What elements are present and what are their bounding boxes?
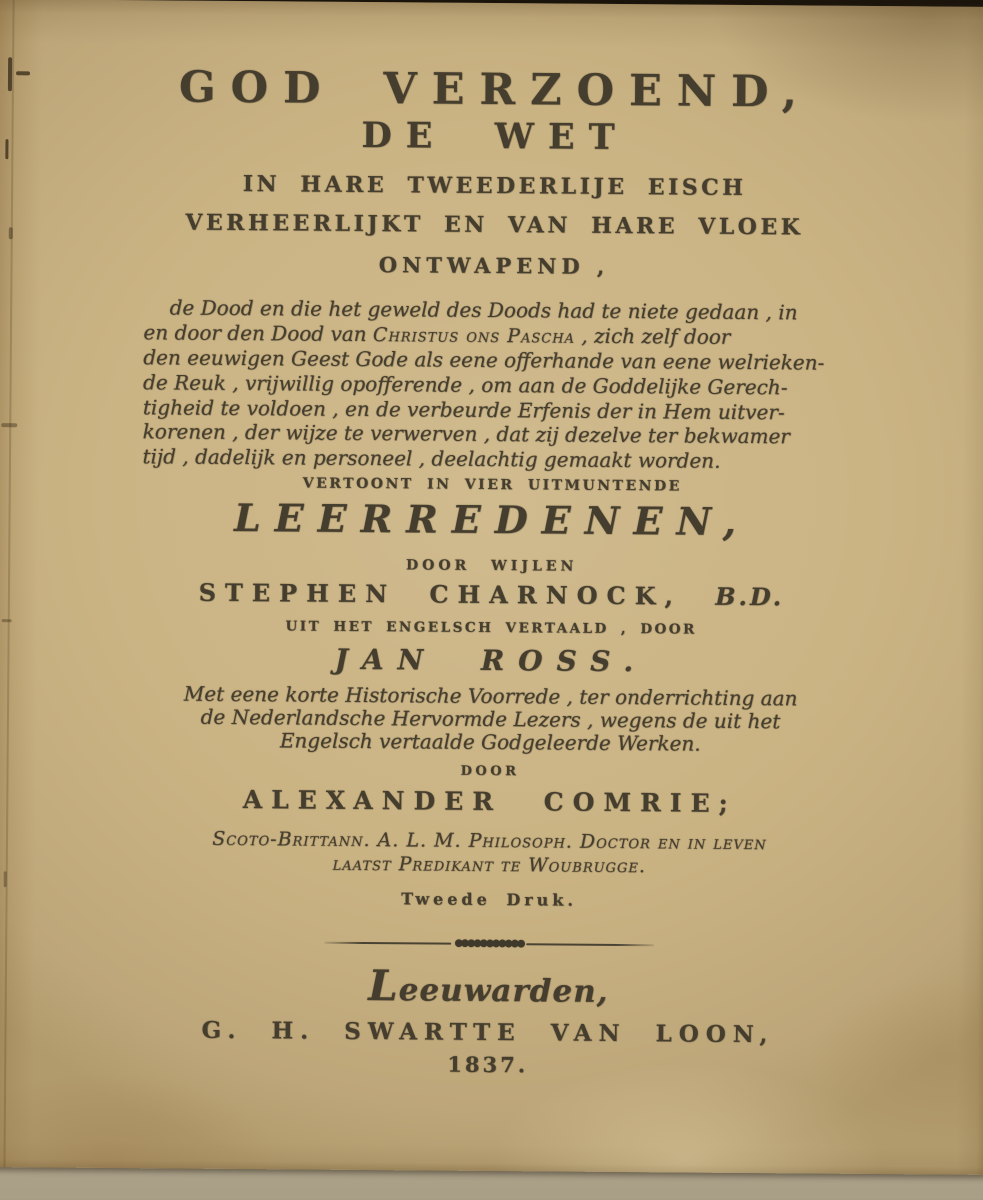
summary-paragraph bbox=[142, 296, 843, 475]
summary-line: de Dood en die het geweld des Doods had te niete gedaan , in bbox=[169, 295, 798, 325]
subtitle-line-3: ONTWAPEND , bbox=[378, 252, 610, 280]
by-label: DOOR bbox=[460, 764, 520, 780]
ornament-rule-left bbox=[324, 942, 452, 945]
binding-mark bbox=[1, 423, 17, 427]
summary-text: en door den Dood van bbox=[143, 320, 374, 346]
translation-note: UIT HET ENGELSCH VERTAALD , DOOR bbox=[285, 618, 697, 639]
main-title-line-2: DE WET bbox=[361, 115, 629, 159]
imprint-city bbox=[69, 961, 908, 1013]
edition-label: Tweede Druk. bbox=[401, 889, 578, 911]
title-page-content bbox=[68, 0, 915, 1081]
preface-note-line: Met eene korte Historische Voorrede , ter onderrichting aan bbox=[183, 682, 798, 711]
binding-mark bbox=[8, 57, 12, 91]
binding-mark bbox=[16, 71, 30, 75]
christus-ons-pascha-smallcaps: Christus ons Pascha bbox=[372, 323, 576, 348]
ornament-chain-icon: ●●●●●●●●●●● bbox=[454, 938, 523, 950]
preface-note-line: de Nederlandsche Hervormde Lezers , wegens de uit het bbox=[200, 705, 781, 734]
imprint-city-initial: L bbox=[367, 961, 399, 1011]
subtitle-line-1: IN HARE TWEEDERLIJE EISCH bbox=[242, 171, 747, 202]
editor-credentials bbox=[70, 826, 909, 881]
editor-credentials-line: Scoto-Brittann. A. L. M. Philosoph. Doctor en in leven bbox=[212, 828, 767, 855]
main-title-line-1: GOD VERZOEND, bbox=[178, 62, 813, 118]
summary-line: den eeuwigen Geest Gode als eene offerhande van eene welrieken- bbox=[143, 345, 825, 376]
preface-note bbox=[71, 682, 911, 758]
ornament-rule-right bbox=[526, 944, 654, 947]
author-degree: B.D. bbox=[715, 582, 785, 612]
binding-mark bbox=[5, 139, 8, 159]
preface-note-line: Engelsch vertaalde Godgeleerde Werken. bbox=[279, 728, 701, 757]
work-type-title: LEERREDENEN, bbox=[233, 495, 751, 545]
subtitle-line-2: VERHEERLIJKT EN VAN HARE VLOEK bbox=[185, 209, 804, 241]
publisher-name: G. H. SWARTTE VAN LOON, bbox=[201, 1017, 775, 1049]
shown-in-label: VERTOONT IN VIER UITMUNTENDE bbox=[302, 475, 682, 495]
by-late-label: DOOR WIJLEN bbox=[405, 557, 578, 576]
editor-credentials-line: laatst Predikant te Woubrugge. bbox=[332, 853, 646, 878]
summary-text: , zich zelf door bbox=[574, 323, 731, 349]
summary-line: tigheid te voldoen , en de verbeurde Erfenis der in Hem uitver- bbox=[142, 394, 785, 424]
editor-name: ALEXANDER COMRIE; bbox=[242, 785, 737, 819]
publication-year: 1837. bbox=[447, 1052, 529, 1078]
translator-name: JAN ROSS. bbox=[334, 643, 648, 679]
summary-line: tijd , dadelijk en personeel , deelachtig gemaakt worden. bbox=[142, 444, 721, 473]
binding-crease bbox=[3, 0, 14, 1167]
binding-mark bbox=[2, 619, 12, 622]
ornament-divider bbox=[324, 938, 654, 951]
author-name-text: STEPHEN CHARNOCK, bbox=[198, 578, 683, 611]
binding-mark bbox=[4, 871, 7, 887]
binding-mark bbox=[9, 227, 13, 239]
author-name bbox=[72, 577, 911, 613]
summary-line: de Reuk , vrijwillig opofferende , om aan de Goddelijke Gerech- bbox=[143, 370, 788, 400]
summary-line: korenen , der wijze te verwerven , dat zij dezelve ter bekwamer bbox=[142, 419, 791, 449]
imprint-city-rest: eeuwarden, bbox=[398, 972, 609, 1011]
